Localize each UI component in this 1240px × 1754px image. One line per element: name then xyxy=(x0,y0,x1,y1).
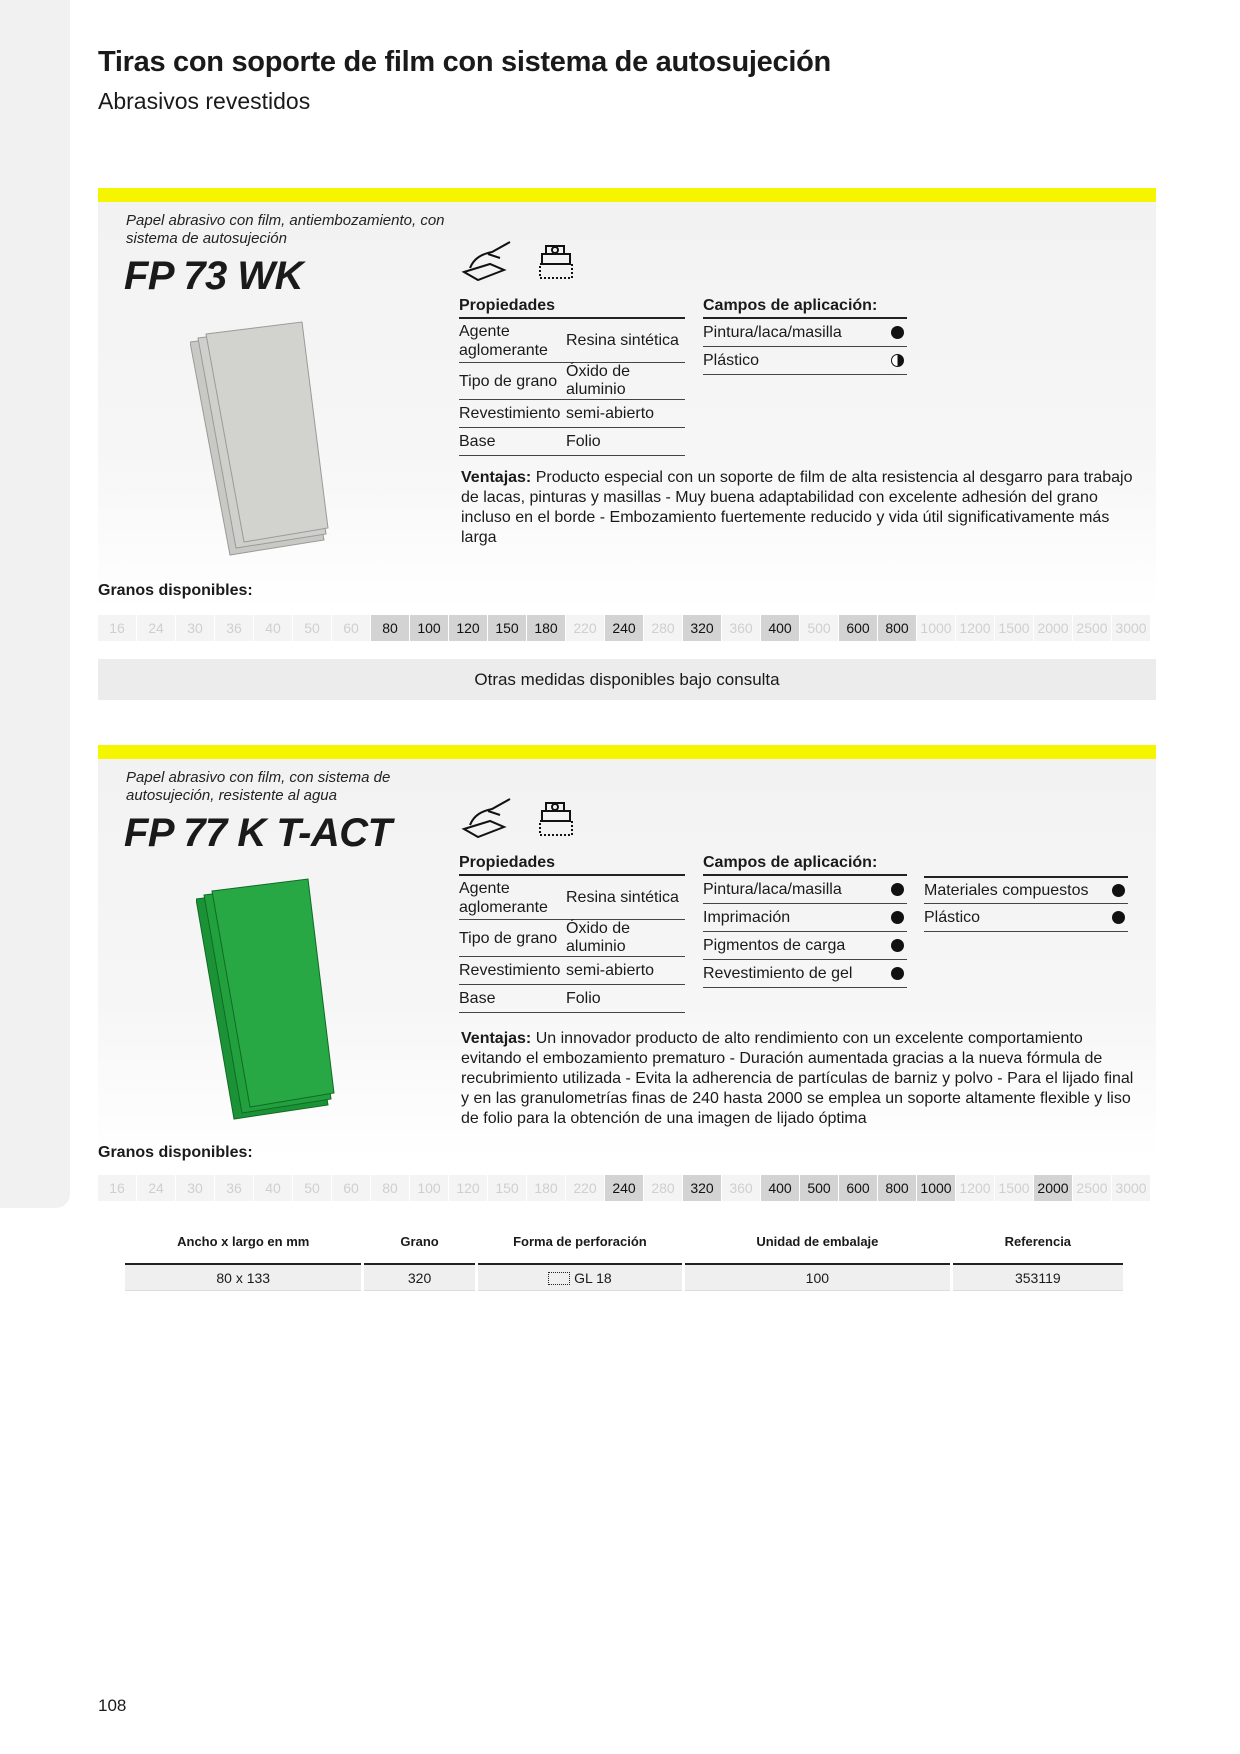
product-strips-image xyxy=(190,320,330,560)
grit-cell: 40 xyxy=(254,615,292,641)
grit-cell: 30 xyxy=(176,1175,214,1201)
grit-cell: 120 xyxy=(449,1175,487,1201)
application-item: Pintura/laca/masilla xyxy=(703,876,907,904)
application-item: Pintura/laca/masilla xyxy=(703,319,907,347)
grit-cell: 2000 xyxy=(1034,1175,1072,1201)
grit-cell: 180 xyxy=(527,1175,565,1201)
grit-cell: 60 xyxy=(332,1175,370,1201)
col-header-grano: Grano xyxy=(364,1219,474,1265)
product-name: FP 73 WK xyxy=(124,254,303,298)
application-item: Plástico xyxy=(703,347,907,375)
col-header-ref: Referencia xyxy=(953,1219,1123,1265)
grit-cell: 50 xyxy=(293,615,331,641)
properties-table xyxy=(459,852,685,1013)
properties-heading: Propiedades xyxy=(459,852,685,876)
grit-cell: 220 xyxy=(566,1175,604,1201)
grit-cell: 1000 xyxy=(917,1175,955,1201)
properties-heading: Propiedades xyxy=(459,295,685,319)
grit-cell: 600 xyxy=(839,1175,877,1201)
reference-table xyxy=(122,1219,1126,1291)
grit-cell: 220 xyxy=(566,615,604,641)
grit-cell: 1200 xyxy=(956,615,994,641)
grit-cell: 360 xyxy=(722,1175,760,1201)
grit-cell: 24 xyxy=(137,615,175,641)
table-row: 80 x 133 320 GL 18 100 353119 xyxy=(125,1265,1123,1291)
grit-cell: 2000 xyxy=(1034,615,1072,641)
grit-cell: 50 xyxy=(293,1175,331,1201)
grit-scale xyxy=(98,1175,1150,1201)
grit-cell: 60 xyxy=(332,615,370,641)
prop-row-agente: Agente aglomerante Resina sintética xyxy=(459,319,685,363)
grit-cell: 500 xyxy=(800,1175,838,1201)
grit-cell: 800 xyxy=(878,615,916,641)
page-title: Tiras con soporte de film con sistema de autosujeción xyxy=(98,46,831,78)
col-header-size: Ancho x largo en mm xyxy=(125,1219,361,1265)
grit-cell: 800 xyxy=(878,1175,916,1201)
consultation-note: Otras medidas disponibles bajo consulta xyxy=(98,659,1156,700)
prop-row-base: Base Folio xyxy=(459,428,685,456)
applications-list xyxy=(703,852,907,988)
full-suitability-icon xyxy=(891,939,904,952)
prop-row-revestimiento: Revestimiento semi-abierto xyxy=(459,400,685,428)
advantages-text: Ventajas: Un innovador producto de alto rendimiento con un excelente comportamiento evitando el embozamiento prematuro - Duración aumentada gracias a la nueva fórmula de recubrimiento utilizada - Evita la adherencia de partículas de barniz y polvo - Para el lijado final y en las granulometrías finas de 240 hasta 2000 se emplea un soporte altamente flexible y liso de folio para la obtención de una imagen de lijado óptima xyxy=(461,1030,1134,1127)
grit-cell: 120 xyxy=(449,615,487,641)
product-description: Papel abrasivo con film, antiembozamiento, con sistema de autosujeción xyxy=(126,212,445,247)
grit-cell: 320 xyxy=(683,615,721,641)
grit-cell: 100 xyxy=(410,1175,448,1201)
grit-cell: 240 xyxy=(605,1175,643,1201)
grit-cell: 1500 xyxy=(995,615,1033,641)
grit-cell: 1500 xyxy=(995,1175,1033,1201)
grit-cell: 400 xyxy=(761,1175,799,1201)
left-margin-tab xyxy=(0,0,70,1208)
prop-row-agente: Agente aglomerante Resina sintética xyxy=(459,876,685,920)
full-suitability-icon xyxy=(891,883,904,896)
full-suitability-icon xyxy=(1112,884,1125,897)
grits-heading: Granos disponibles: xyxy=(98,1144,253,1161)
prop-row-revestimiento: Revestimiento semi-abierto xyxy=(459,957,685,985)
grit-cell: 80 xyxy=(371,615,409,641)
grit-cell: 40 xyxy=(254,1175,292,1201)
grit-cell: 180 xyxy=(527,615,565,641)
grit-cell: 36 xyxy=(215,1175,253,1201)
prop-row-tipo-grano: Tipo de grano Óxido de aluminio xyxy=(459,363,685,400)
grit-cell: 3000 xyxy=(1112,615,1150,641)
product-card-fp77k xyxy=(98,745,1156,1159)
applications-list-2 xyxy=(924,852,1128,932)
page-subtitle: Abrasivos revestidos xyxy=(98,88,311,114)
application-item: Plástico xyxy=(924,904,1128,932)
grit-scale xyxy=(98,615,1150,641)
grit-cell: 3000 xyxy=(1112,1175,1150,1201)
full-suitability-icon xyxy=(891,911,904,924)
application-item: Imprimación xyxy=(703,904,907,932)
grit-cell: 150 xyxy=(488,615,526,641)
prop-row-base: Base Folio xyxy=(459,985,685,1013)
col-header-forma: Forma de perforación xyxy=(478,1219,682,1265)
grit-cell: 16 xyxy=(98,1175,136,1201)
full-suitability-icon xyxy=(1112,911,1125,924)
grit-cell: 500 xyxy=(800,615,838,641)
hand-sanding-and-orbital-sander-icon xyxy=(460,232,590,288)
product-card-fp73wk xyxy=(98,188,1156,610)
grit-cell: 2500 xyxy=(1073,1175,1111,1201)
grit-cell: 150 xyxy=(488,1175,526,1201)
grit-cell: 2500 xyxy=(1073,615,1111,641)
grits-heading: Granos disponibles: xyxy=(98,582,253,599)
grit-cell: 360 xyxy=(722,615,760,641)
product-description: Papel abrasivo con film, con sistema de autosujeción, resistente al agua xyxy=(126,769,391,804)
advantages-text: Ventajas: Producto especial con un soporte de film de alta resistencia al desgarro para trabajo de lacas, pinturas y masillas - Muy buena adaptabilidad con excelente adhesión del grano incluso en el borde - Embozamiento fuertemente reducido y vida útil significativamente más larga xyxy=(461,469,1133,546)
grit-cell: 24 xyxy=(137,1175,175,1201)
grit-cell: 280 xyxy=(644,1175,682,1201)
application-item: Revestimiento de gel xyxy=(703,960,907,988)
applications-list xyxy=(703,295,907,375)
prop-row-tipo-grano: Tipo de grano Óxido de aluminio xyxy=(459,920,685,957)
perforation-pattern-icon xyxy=(548,1272,570,1285)
grit-cell: 80 xyxy=(371,1175,409,1201)
product-name: FP 77 K T-ACT xyxy=(124,811,392,855)
product-strips-image xyxy=(196,877,336,1122)
grit-cell: 36 xyxy=(215,615,253,641)
application-item: Pigmentos de carga xyxy=(703,932,907,960)
col-header-unidad: Unidad de embalaje xyxy=(685,1219,950,1265)
applications-heading: Campos de aplicación: xyxy=(703,295,907,319)
yellow-accent-bar xyxy=(98,745,1156,759)
page-number: 108 xyxy=(98,1696,127,1715)
full-suitability-icon xyxy=(891,326,904,339)
grit-cell: 30 xyxy=(176,615,214,641)
grit-cell: 100 xyxy=(410,615,448,641)
grit-cell: 280 xyxy=(644,615,682,641)
grit-cell: 16 xyxy=(98,615,136,641)
grit-cell: 320 xyxy=(683,1175,721,1201)
grit-cell: 240 xyxy=(605,615,643,641)
partial-suitability-icon xyxy=(891,354,904,367)
application-item: Materiales compuestos xyxy=(924,876,1128,904)
grit-cell: 1200 xyxy=(956,1175,994,1201)
yellow-accent-bar xyxy=(98,188,1156,202)
grit-cell: 400 xyxy=(761,615,799,641)
hand-sanding-and-orbital-sander-icon xyxy=(460,789,590,845)
full-suitability-icon xyxy=(891,967,904,980)
grit-cell: 1000 xyxy=(917,615,955,641)
applications-heading: Campos de aplicación: xyxy=(703,852,907,876)
grit-cell: 600 xyxy=(839,615,877,641)
properties-table xyxy=(459,295,685,456)
